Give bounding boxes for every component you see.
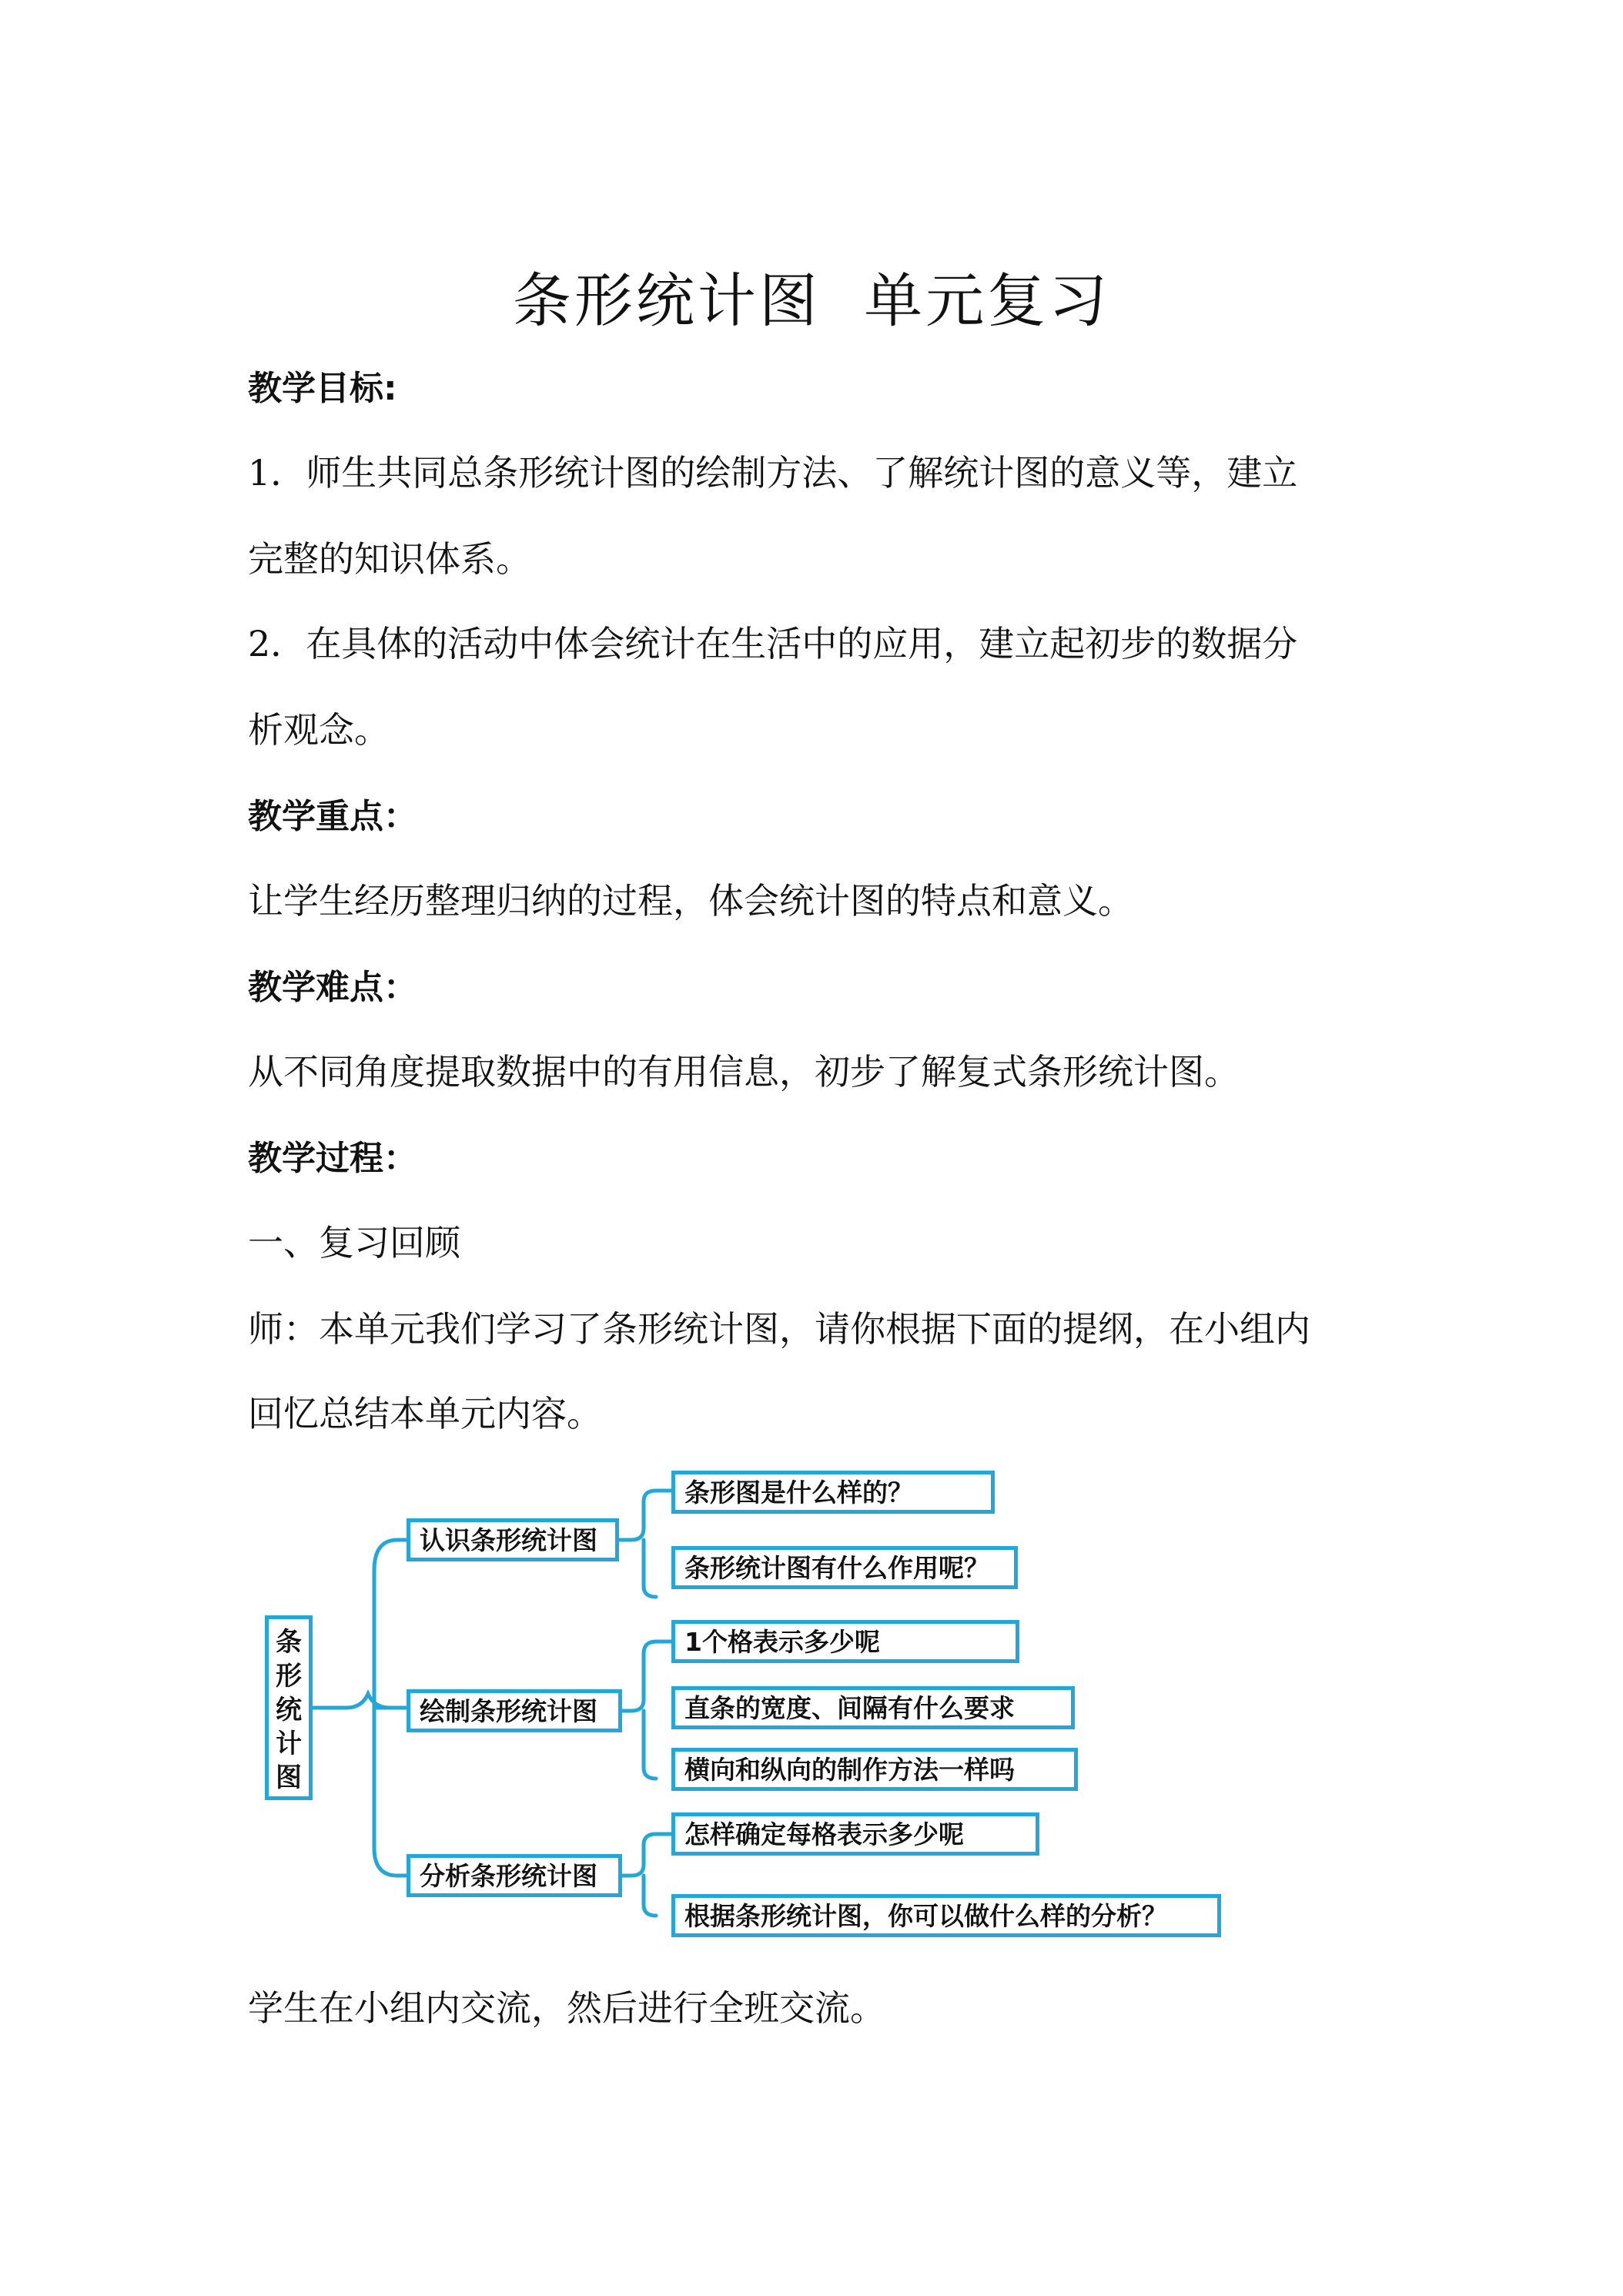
goal-2-line-1: 2．在具体的活动中体会统计在生活中的应用，建立起初步的数据分 — [248, 623, 1298, 664]
draw-item-2: 直条的宽度、间隔有什么要求 — [671, 1686, 1075, 1729]
root-char-5: 图 — [276, 1762, 302, 1793]
key-points-text: 让学生经历整理归纳的过程，体会统计图的特点和意义。 — [248, 880, 1133, 922]
recognize-item-2: 条形统计图有什么作用呢？ — [671, 1546, 1018, 1589]
teacher-text-line-2: 回忆总结本单元内容。 — [248, 1393, 602, 1434]
goal-1-line-1: 1．师生共同总条形统计图的绘制方法、了解统计图的意义等，建立 — [248, 452, 1298, 494]
difficulty-heading: 教学难点： — [248, 968, 417, 1007]
goal-2-line-2: 析观念。 — [248, 709, 390, 751]
branch-analyze: 分析条形统计图 — [407, 1854, 622, 1897]
teacher-text-line-1: 师：本单元我们学习了条形统计图，请你根据下面的提纲，在小组内 — [248, 1308, 1310, 1350]
process-heading: 教学过程： — [248, 1139, 417, 1178]
recognize-item-1: 条形图是什么样的？ — [671, 1471, 995, 1514]
step-1-heading: 一、复习回顾 — [248, 1222, 460, 1263]
goal-1-line-2: 完整的知识体系。 — [248, 538, 531, 580]
root-char-1: 条 — [276, 1627, 302, 1658]
document-title: 条形统计图 单元复习 — [512, 266, 1111, 335]
analyze-item-2: 根据条形统计图，你可以做什么样的分析？ — [671, 1894, 1221, 1937]
root-char-2: 形 — [276, 1661, 302, 1692]
difficulty-text: 从不同角度提取数据中的有用信息，初步了解复式条形统计图。 — [248, 1051, 1240, 1093]
root-char-3: 统 — [276, 1695, 302, 1725]
mindmap-root — [265, 1615, 313, 1800]
root-char-4: 计 — [276, 1729, 302, 1759]
closing-text: 学生在小组内交流，然后进行全班交流。 — [248, 1987, 885, 2029]
goals-heading: 教学目标: — [248, 369, 397, 408]
branch-draw: 绘制条形统计图 — [407, 1689, 622, 1732]
draw-item-1: 1个格表示多少呢 — [671, 1620, 1019, 1663]
key-points-heading: 教学重点： — [248, 797, 417, 836]
analyze-item-1: 怎样确定每格表示多少呢 — [671, 1812, 1039, 1856]
draw-item-3: 横向和纵向的制作方法一样吗 — [671, 1748, 1078, 1791]
branch-recognize: 认识条形统计图 — [407, 1518, 619, 1561]
